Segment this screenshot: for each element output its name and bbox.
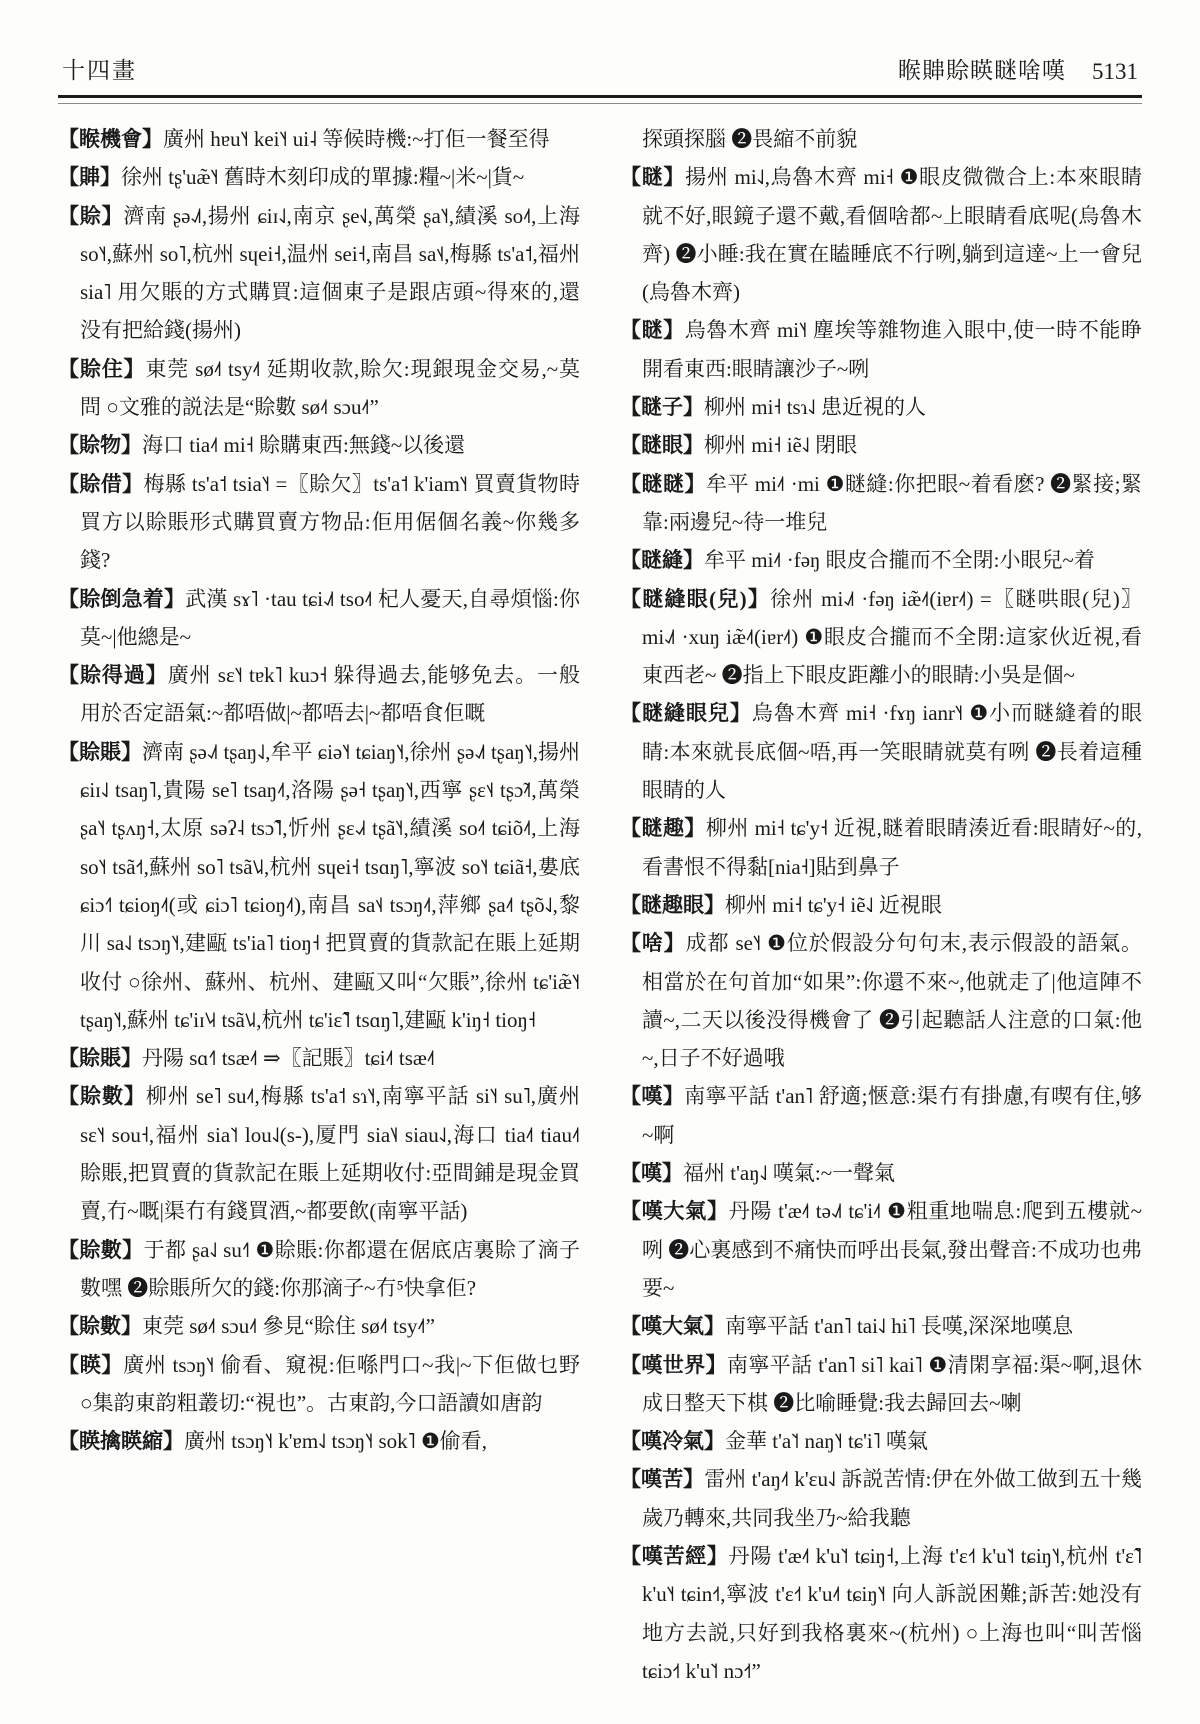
entry-body: 廣州 sɛ˥˧ tɐk˥ kuɔ˧ 躲得過去,能够免去。一般用於否定語氣:~都唔做|~都唔去|~都唔食佢嘅 — [80, 663, 580, 726]
entry-body: 武漢 sɤ˥ ·tau tɕi˨˩˦ tso˨˦ 杞人憂天,自尋煩惱:你莫~|他總是~ — [80, 586, 580, 649]
entry-body: 烏魯木齊 mi˧ ·fɤŋ ianr˥˧ ❶小而瞇縫着的眼睛:本來就長底個~唔,再一笑眼睛就莫有咧 ❷長着這種眼睛的人 — [642, 701, 1143, 803]
dict-entry — [620, 1460, 1142, 1537]
entry-headword: 【睺機會】 — [58, 127, 163, 151]
entry-body: 柳州 mi˧ iẽ˨˩ 閉眼 — [704, 433, 858, 458]
dict-entry — [620, 1154, 1142, 1192]
entry-body: 廣州 tsɔŋ˥˧ k'ɐm˨˩ tsɔŋ˥˧ sok˥ ❶偷看, — [184, 1429, 488, 1454]
entry-headword: 【瞇】 — [620, 165, 686, 190]
entry-headword: 【嘆冷氣】 — [620, 1429, 725, 1454]
header-right — [898, 52, 1138, 85]
entry-headword: 【嘆世界】 — [620, 1352, 727, 1377]
entry-body: 南寧平話 t'an˥ 舒適;愜意:渠冇有掛慮,有喫有住,够~啊 — [642, 1084, 1143, 1147]
entry-headword: 【賒數】 — [58, 1084, 146, 1109]
entry-body: 廣州 hɐu˥˧ kei˥˧ ui˨ 等候時機:~打佢一餐至得 — [163, 127, 550, 151]
dict-entry — [58, 656, 580, 733]
entry-headword: 【賒】 — [58, 203, 124, 228]
dict-entry — [58, 1231, 580, 1308]
dict-entry — [620, 924, 1142, 1077]
entry-body: 丹陽 sɑ˧˥ tsæ˨˦ ⇒〖記賬〗tɕi˨˦ tsæ˨˦ — [142, 1046, 435, 1071]
entry-body: 雷州 t'aŋ˨˦ k'ɛu˨˩ 訴説苦情:伊在外做工做到五十幾歲乃轉來,共同我坐乃~給我聽 — [642, 1467, 1143, 1530]
column-left — [58, 120, 580, 1690]
entry-headword: 【瞇縫眼兒】 — [620, 701, 752, 726]
entry-headword: 【瞇】 — [620, 318, 685, 343]
entry-body: 探頭探腦 ❷畏縮不前貌 — [642, 127, 858, 151]
dict-entry — [58, 1346, 580, 1423]
entry-body: 梅縣 ts'a˦ tsia˥˧ =〖賒欠〗ts'a˦ k'iam˥˧ 買賣貨物時買方以賒賬形式購買賣方物品:佢用倨個名義~你幾多錢? — [80, 471, 580, 573]
entry-headword: 【賒賬】 — [58, 739, 143, 764]
entry-headword: 【䁐】 — [58, 1352, 124, 1377]
dict-entry — [620, 158, 1142, 311]
entry-headword: 【嘆】 — [620, 1084, 685, 1109]
entry-headword: 【賒借】 — [58, 471, 144, 496]
dict-entry — [620, 694, 1142, 809]
entry-body: 東莞 sø˨˦ tsy˨˦ 延期收款,賒欠:現銀現金交易,~莫問 ○文雅的説法是“賒數 sø˨˦ sɔu˨˦” — [80, 356, 581, 420]
dict-entry — [58, 120, 580, 158]
entry-body: 濟南 ʂə˨˩˦,揚州 ɕiɪ˨˩,南京 ʂe˧˩,萬榮 ʂa˥˧,績溪 so˨˦,上海 so˥˧,蘇州 so˥,杭州 sɥei˧,温州 sei˧,南昌 sa˦˨,梅縣 ts'a˦,福州 sia˥ 用欠賬的方式購買:這個東子是跟店頭~得來的,還没有把給錢(揚州) — [80, 203, 580, 343]
dict-entry — [58, 580, 580, 657]
dict-entry — [58, 465, 580, 580]
header-headwords: 睺賗賒䁐瞇啥嘆 — [898, 58, 1066, 83]
entry-body: 金華 t'a˥˦ naŋ˥˧ tɕ'i˥ 嘆氣 — [725, 1429, 929, 1454]
dict-entry — [58, 733, 580, 1039]
entry-body: 于都 ʂa˨˩ su˧˥ ❶賒賬:你都還在倨底店裏賒了滴子數嘿 ❷賒賬所欠的錢:你那滴子~冇⁵快拿佢? — [80, 1237, 581, 1300]
dictionary-columns — [58, 120, 1142, 1690]
entry-body: 揚州 mi˨˩,烏魯木齊 mi˧ ❶眼皮微微合上:本來眼睛就不好,眼鏡子還不戴,看個啥都~上眼睛看底呢(烏魯木齊) ❷小睡:我在實在瞌睡底不行咧,躺到這達~上一會兒(烏魯木齊) — [642, 165, 1143, 305]
entry-headword: 【瞇瞇】 — [620, 471, 706, 496]
entry-headword: 【瞇縫眼(兒)】 — [620, 586, 771, 611]
entry-body: 南寧平話 t'an˥ si˥ kai˥ ❶清閑享福:渠~啊,退休成日整天下棋 ❷比喻睡覺:我去歸回去~喇 — [642, 1352, 1142, 1415]
dict-entry — [58, 1077, 580, 1230]
entry-body: 東莞 sø˨˦ sɔu˨˦ 參見“賒住 sø˨˦ tsy˨˦” — [142, 1314, 435, 1339]
entry-headword: 【賒倒急着】 — [58, 586, 186, 611]
entry-headword: 【瞇趣眼】 — [620, 892, 725, 917]
entry-headword: 【瞇眼】 — [620, 433, 704, 458]
dict-entry — [620, 1077, 1142, 1154]
entry-headword: 【嘆大氣】 — [620, 1199, 729, 1224]
entry-body: 柳州 mi˧ tɕ'y˧ 近視,瞇着眼睛湊近看:眼睛好~的,看書恨不得黏[nia˧]貼到鼻子 — [642, 816, 1142, 879]
entry-body: 海口 tia˨˦ mi˧ 賒購東西:無錢~以後還 — [142, 433, 466, 458]
dict-entry — [58, 426, 580, 464]
entry-headword: 【賒數】 — [58, 1314, 142, 1339]
dict-entry — [620, 1307, 1142, 1345]
entry-headword: 【瞇趣】 — [620, 816, 706, 841]
section-label: 十四畫 — [62, 58, 137, 83]
entry-body: 徐州 tʂ'uæ̃˥˧ 舊時木刻印成的單據:糧~|米~|貨~ — [121, 165, 525, 190]
entry-body: 丹陽 t'æ˨˦ k'u˥˦ tɕiŋ˧,上海 t'ɛ˧˦ k'u˥˦ tɕiŋ˥˧,杭州 t'ɛ̃˥ k'u˥˧ tɕin˧˦,寧波 t'ɛ˧˦ k'u˨˦ tɕiŋ˥˧ 向人訴説困難;訴苦:她没有地方去説,只好到我格裏來~(杭州) ○上海也叫“叫苦惱 tɕiɔ˧˦ k'u˥˦ nɔ˧˦” — [642, 1543, 1143, 1683]
entry-headword: 【賒住】 — [58, 356, 146, 381]
dict-entry — [620, 580, 1142, 695]
entry-body: 牟平 mi˨˦ ·mi ❶瞇縫:你把眼~着看麽? ❷緊接;緊靠:兩邊兒~待一堆兒 — [642, 471, 1143, 534]
entry-body: 廣州 tsɔŋ˥˧ 偷看、窺視:佢喺門口~我|~下佢做乜野 ○集韵東韵粗叢切:“視也”。古東韵,今口語讀如唐韵 — [80, 1352, 580, 1415]
entry-body: 成都 se˥˧ ❶位於假設分句句末,表示假設的語氣。相當於在句首加“如果”:你還不來~,他就走了|他這陣不讀~,二天以後没得機會了 ❷引起聽話人注意的口氣:他~,日子不好過哦 — [642, 931, 1143, 1071]
entry-body: 南寧平話 t'an˥ tai˨˩ hi˥ 長嘆,深深地嘆息 — [725, 1314, 1074, 1339]
dict-entry — [58, 1039, 580, 1077]
dict-entry — [58, 1307, 580, 1345]
entry-body: 濟南 ʂə˨˩˦ tʂaŋ˨˩,牟平 ɕiə˥˧ tɕiaŋ˥˧,徐州 ʂə˨˩˦ tʂaŋ˥˧,揚州 ɕiɪ˨˩ tsaŋ˥,貴陽 se˥ tsaŋ˨˦,洛陽 ʂə˧ tʂaŋ˥˧,西寧 ʂɛ˦˨ tʂɔ̃˨˦,萬榮 ʂa˥˧ tʂʌŋ˧,太原 səʔ˨ tsɔ̃˥,忻州 ʂɛ˨˩˧ tʂã˥˧,績溪 so˨˦ tɕiõ˨˦,上海 so˥˧ tsã˧˦,蘇州 so˥ tsã˦˩˨,杭州 sɥei˧ tsɑŋ˥,寧波 so˥˧ tɕiã˧,婁底 ɕiɔ˧˥ tɕioŋ˨˦(或 ɕiɔ˥ tɕioŋ˨˦),南昌 sa˦˨ tsɔŋ˨˦,萍鄉 ʂa˨˦ tʂõ˨˩,黎川 sa˨˩ tsɔŋ˥˧,建甌 ts'ia˥ tioŋ˧ 把買賣的貨款記在賬上延期收付 ○徐州、蘇州、杭州、建甌又叫“欠賬”,徐州 tɕ'iæ̃˥˧ tʂaŋ˥˧,蘇州 tɕ'iɪ˥˨˧ tsã˦˩˨,杭州 tɕ'iɛ̃˥ tsɑŋ˥,建甌 k'iŋ˧ tioŋ˧ — [80, 739, 581, 1032]
entry-headword: 【嘆苦】 — [620, 1467, 705, 1492]
page-header — [58, 52, 1142, 95]
dict-entry — [58, 158, 580, 196]
entry-headword: 【瞇子】 — [620, 395, 704, 420]
entry-headword: 【賗】 — [58, 165, 121, 190]
dict-entry — [620, 388, 1142, 426]
dict-entry — [620, 426, 1142, 464]
entry-body: 柳州 se˥ su˨˦,梅縣 ts'a˦ sɿ˥˧,南寧平話 si˥˧ su˥,廣州 sɛ˥˧ sou˧,福州 sia˥˦ lou˨˩(s-),厦門 sia˥˨ siau˨˩,海口 tia˨˦ tiau˨˦ 賒賬,把買賣的貨款記在賬上延期收付:亞間鋪是現金買賣,冇~嘅|渠冇有錢買酒,~都要飲(南寧平話) — [80, 1084, 580, 1224]
dict-entry — [620, 1537, 1142, 1690]
dict-entry — [620, 541, 1142, 579]
entry-body: 丹陽 t'æ˨˦ tə˨˩˦ tɕ'i˨˦ ❶粗重地喘息:爬到五樓就~咧 ❷心裏感到不痛快而呼出長氣,發出聲音:不成功也弗要~ — [642, 1199, 1142, 1300]
entry-body: 徐州 mi˨˩˦ ·fəŋ iæ̃˨˦(iɐr˨˦) =〖瞇哄眼(兒)〗mi˨˩˦ ·xuŋ iæ̃˨˦(iɐr˨˦) ❶眼皮合攏而不全閉:這家伙近視,看東西老~ ❷指上下眼皮距離小的眼睛:小吳是個~ — [642, 586, 1142, 688]
column-right — [620, 120, 1142, 1690]
entry-headword: 【賒物】 — [58, 433, 142, 458]
dict-entry — [620, 1346, 1142, 1423]
entry-headword: 【瞇縫】 — [620, 548, 704, 573]
entry-body: 福州 t'aŋ˨˩ 嘆氣:~一聲氣 — [683, 1161, 896, 1186]
dict-entry-continuation — [620, 120, 1142, 158]
entry-body: 柳州 mi˧ tɕ'y˧ iẽ˨˩ 近視眼 — [725, 892, 942, 917]
entry-headword: 【賒賬】 — [58, 1046, 142, 1071]
entry-body: 牟平 mi˨˦ ·fəŋ 眼皮合攏而不全閉:小眼兒~着 — [704, 548, 1095, 573]
dict-entry — [620, 809, 1142, 886]
entry-headword: 【賒數】 — [58, 1237, 144, 1262]
dict-entry — [620, 311, 1142, 388]
entry-headword: 【賒得過】 — [58, 663, 168, 688]
dict-entry — [620, 1422, 1142, 1460]
dict-entry — [620, 1192, 1142, 1307]
dict-entry — [58, 350, 580, 427]
dict-entry — [58, 1422, 580, 1460]
page-number: 5131 — [1092, 59, 1138, 84]
entry-body: 柳州 mi˧ tsɿ˨˩ 患近視的人 — [704, 395, 926, 420]
header-rule — [58, 95, 1142, 104]
entry-headword: 【啥】 — [620, 931, 686, 956]
entry-headword: 【嘆苦經】 — [620, 1543, 729, 1568]
entry-headword: 【嘆】 — [620, 1161, 683, 1186]
entry-body: 烏魯木齊 mi˥˧ 塵埃等雜物進入眼中,使一時不能睁開看東西:眼睛讓沙子~咧 — [642, 318, 1142, 381]
entry-headword: 【嘆大氣】 — [620, 1314, 725, 1339]
dict-entry — [620, 886, 1142, 924]
dict-entry — [620, 465, 1142, 542]
dict-entry — [58, 197, 580, 350]
entry-headword: 【䁐擒䁐縮】 — [58, 1429, 184, 1454]
